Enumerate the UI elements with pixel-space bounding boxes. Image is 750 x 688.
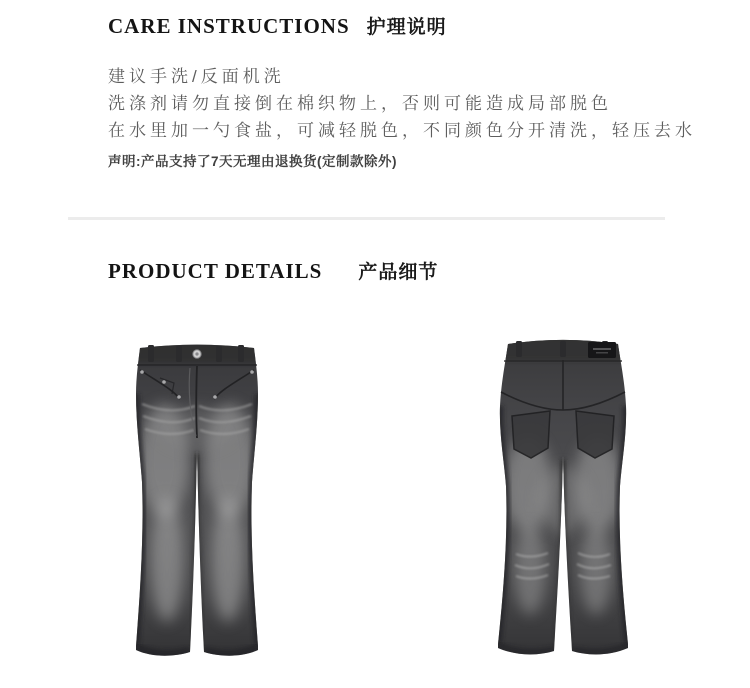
return-policy-note: 声明:产品支持了7天无理由退换货(定制款除外) [108, 154, 397, 169]
section-divider [68, 217, 665, 220]
care-heading-zh: 护理说明 [366, 17, 447, 38]
brand-patch [588, 342, 616, 358]
care-instructions-heading [108, 12, 447, 39]
jeans-front-illustration [112, 332, 282, 662]
details-heading-zh: 产品细节 [358, 262, 439, 283]
details-heading-en: PRODUCT DETAILS [108, 259, 323, 283]
care-line-2: 洗涤剂请勿直接倒在棉织物上，否则可能造成局部脱色 [108, 94, 612, 113]
product-image-jeans-back [478, 332, 648, 662]
care-heading-en: CARE INSTRUCTIONS [108, 14, 350, 38]
care-line-1: 建议手洗/反面机洗 [108, 67, 285, 86]
care-instructions-text [108, 63, 696, 144]
care-line-3: 在水里加一勺食盐，可减轻脱色，不同颜色分开清洗，轻压去水 [108, 121, 696, 140]
jeans-back-illustration [478, 332, 648, 662]
product-details-heading [108, 257, 438, 284]
product-image-jeans-front [112, 332, 282, 662]
